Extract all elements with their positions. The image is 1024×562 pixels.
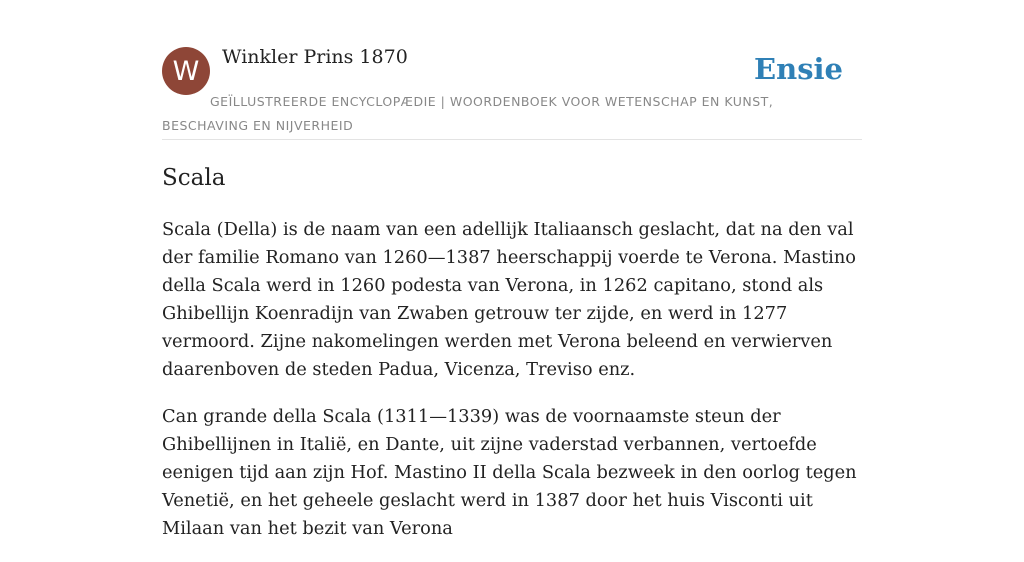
article-paragraph: Scala (Della) is de naam van een adellijk Italiaansch geslacht, dat na den val der familie Romano van 1260—1387 heerschappij voerde te Verona. Mastino della Scala werd in 1260 podesta van Verona, in 1262 capitano, stond als Ghibellijn Koenradijn van Zwaben getrouw ter zijde, en werd in 1277 vermoord. Zijne nakomelingen werden met Verona beleend en verwierven daarenboven de steden Padua, Vicenza, Treviso enz. xyxy=(162,219,857,380)
header-divider xyxy=(162,139,862,140)
article-body xyxy=(162,216,862,562)
brand-logo[interactable]: Ensie xyxy=(754,52,843,86)
avatar-letter: W xyxy=(172,55,200,87)
page-title: Scala xyxy=(162,165,226,191)
site-subtitle: GEÏLLUSTREERDE ENCYCLOPÆDIE | WOORDENBOEK VOOR WETENSCHAP EN KUNST, BESCHAVING EN NIJVERHEID xyxy=(162,94,774,133)
article-paragraph: Can grande della Scala (1311—1339) was de voornaamste steun der Ghibellijnen in Italië, en Dante, uit zijne vaderstad verbannen, vertoefde eenigen tijd aan zijn Hof. Mastino II della Scala bezweek in den oorlog tegen Venetië, en het geheele geslacht werd in 1387 door het huis Visconti uit Milaan van het bezit van Verona xyxy=(162,406,857,539)
avatar[interactable] xyxy=(162,47,210,95)
site-title[interactable]: Winkler Prins 1870 xyxy=(222,46,408,68)
